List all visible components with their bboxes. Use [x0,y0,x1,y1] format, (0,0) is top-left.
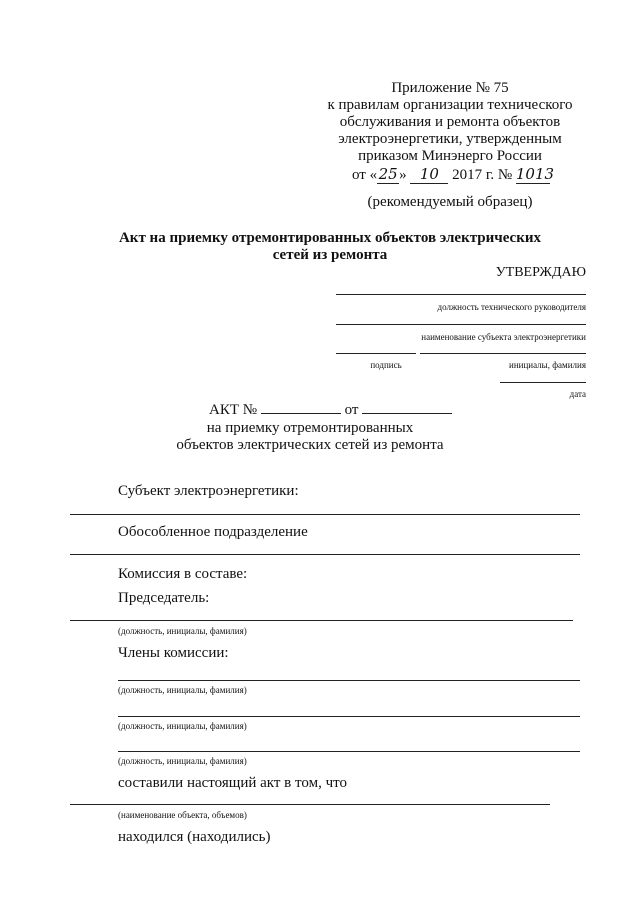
approve-name-caption: инициалы, фамилия [509,360,586,370]
appendix-line-3: обслуживания и ремонта объектов [339,114,561,130]
member-line-2 [118,716,580,717]
division-label: Обособленное подразделение [118,524,308,540]
chairman-line [70,620,573,621]
members-label: Члены комиссии: [118,645,229,661]
commission-label: Комиссия в составе: [118,566,248,582]
approve-entity-line [336,324,586,325]
object-caption: (наименование объекта, объемов) [118,810,247,820]
chairman-label: Председатель: [118,590,210,606]
act-number-blank [261,413,341,414]
act-date-blank [362,413,452,414]
appendix-line-4: электроэнергетики, утвержденным [338,131,562,147]
appendix-line-1: Приложение № 75 [391,80,509,96]
document-title-line-2: сетей из ремонта [272,247,388,263]
approve-entity-caption: наименование субъекта электроэнергетики [421,332,586,342]
act-number-label: АКТ № [209,402,258,418]
date-mid: » [399,167,407,183]
approve-label: УТВЕРЖДАЮ [495,265,586,280]
date-prefix: от « [352,167,378,183]
was-text: находился (находились) [118,829,271,845]
member-line-3 [118,751,580,752]
approve-position-line [336,294,586,295]
act-from-label: от [344,402,359,418]
approve-position-caption: должность технического руководителя [437,302,586,312]
order-number: 1013 [515,165,555,183]
document-title-line-1: Акт на приемку отремонтированных объектов электрических [118,230,542,246]
approve-signature-caption: подпись [370,360,402,370]
appendix-line-5: приказом Минэнерго России [358,148,542,164]
member-caption-2: (должность, инициалы, фамилия) [118,721,247,731]
sample-note: (рекомендуемый образец) [367,194,533,210]
subject-label: Субъект электроэнергетики: [118,483,299,499]
chairman-caption: (должность, инициалы, фамилия) [118,626,247,636]
approve-name-line [420,353,586,354]
appendix-order-date [352,165,555,184]
approve-date-caption: дата [569,389,586,399]
division-line [70,554,580,555]
act-number-line [209,402,452,419]
date-month: 10 [410,165,448,184]
approve-date-line [500,382,586,383]
appendix-line-2: к правилам организации технического [327,97,573,113]
subject-line [70,514,580,515]
act-title-line-3: объектов электрических сетей из ремонта [176,437,444,453]
compiled-text: составили настоящий акт в том, что [118,775,347,791]
date-year: 2017 г. № [452,167,513,183]
approve-signature-line [336,353,416,354]
object-line [70,804,550,805]
act-title-line-2: на приемку отремонтированных [206,420,414,436]
member-line-1 [118,680,580,681]
date-day: 25 [378,165,398,183]
member-caption-3: (должность, инициалы, фамилия) [118,756,247,766]
member-caption-1: (должность, инициалы, фамилия) [118,685,247,695]
